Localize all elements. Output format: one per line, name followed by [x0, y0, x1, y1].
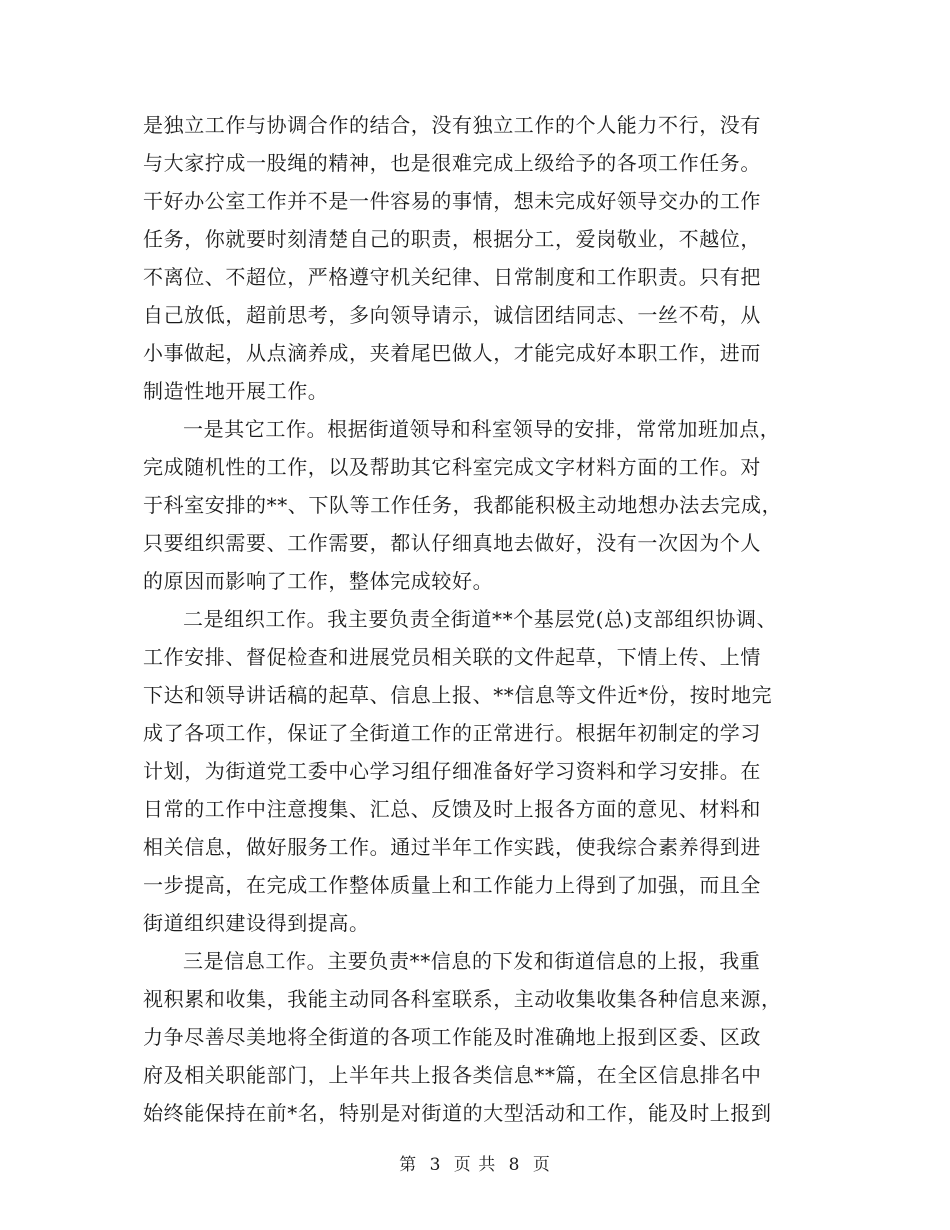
text-line: 始终能保持在前*名，特别是对街道的大型活动和工作，能及时上报到: [143, 1101, 772, 1125]
paragraph-information-work: [143, 942, 803, 1132]
page-footer: [0, 1150, 950, 1175]
text-line: 力争尽善尽美地将全街道的各项工作能及时准确地上报到区委、区政: [143, 1025, 761, 1049]
text-line: 的原因而影响了工作，整体完成较好。: [143, 569, 494, 593]
text-line: 任务，你就要时刻清楚自己的职责，根据分工，爱岗敬业，不越位，: [143, 227, 761, 251]
text-line: 不离位、不超位，严格遵守机关纪律、日常制度和工作职责。只有把: [143, 265, 761, 289]
paragraph-organization-work: [143, 600, 803, 942]
text-line: 于科室安排的**、下队等工作任务，我都能积极主动地想办法去完成，: [143, 493, 783, 517]
paragraph-other-work: [143, 410, 803, 600]
text-line: 视积累和收集，我能主动同各科室联系，主动收集收集各种信息来源，: [143, 987, 782, 1011]
text-line: 二是组织工作。我主要负责全街道**个基层党(总)支部组织协调、: [183, 607, 778, 631]
paragraph-intro: [143, 106, 803, 410]
text-line: 与大家拧成一股绳的精神，也是很难完成上级给予的各项工作任务。: [143, 151, 761, 175]
text-line: 完成随机性的工作，以及帮助其它科室完成文字材料方面的工作。对: [143, 455, 761, 479]
text-line: 只要组织需要、工作需要，都认仔细真地去做好，没有一次因为个人: [143, 531, 761, 555]
text-line: 街道组织建设得到提高。: [143, 911, 370, 935]
text-line: 自己放低，超前思考，多向领导请示，诚信团结同志、一丝不苟，从: [143, 303, 761, 327]
text-line: 日常的工作中注意搜集、汇总、反馈及时上报各方面的意见、材料和: [143, 797, 761, 821]
text-line: 干好办公室工作并不是一件容易的事情，想未完成好领导交办的工作: [143, 189, 761, 213]
footer-middle: 页 共: [453, 1155, 497, 1175]
text-line: 一是其它工作。根据街道领导和科室领导的安排，常常加班加点，: [183, 417, 781, 441]
document-body: [143, 106, 803, 1132]
text-line: 下达和领导讲话稿的起草、信息上报、**信息等文件近*份，按时地完: [143, 683, 773, 707]
footer-suffix: 页: [532, 1155, 551, 1175]
text-line: 制造性地开展工作。: [143, 379, 329, 403]
footer-total-pages: 8: [508, 1155, 521, 1175]
text-line: 府及相关职能部门，上半年共上报各类信息**篇，在全区信息排名中: [143, 1063, 762, 1087]
text-line: 成了各项工作，保证了全街道工作的正常进行。根据年初制定的学习: [143, 721, 761, 745]
text-line: 是独立工作与协调合作的结合，没有独立工作的个人能力不行，没有: [143, 113, 761, 137]
text-line: 相关信息，做好服务工作。通过半年工作实践，使我综合素养得到进: [143, 835, 761, 859]
text-line: 小事做起，从点滴养成，夹着尾巴做人，才能完成好本职工作，进而: [143, 341, 761, 365]
text-line: 三是信息工作。主要负责**信息的下发和街道信息的上报，我重: [183, 949, 761, 973]
text-line: 一步提高，在完成工作整体质量上和工作能力上得到了加强，而且全: [143, 873, 761, 897]
footer-prefix: 第: [399, 1155, 418, 1175]
text-line: 工作安排、督促检查和进展党员相关联的文件起草，下情上传、上情: [143, 645, 761, 669]
footer-page-number: 3: [429, 1155, 442, 1175]
text-line: 计划，为街道党工委中心学习组仔细准备好学习资料和学习安排。在: [143, 759, 761, 783]
